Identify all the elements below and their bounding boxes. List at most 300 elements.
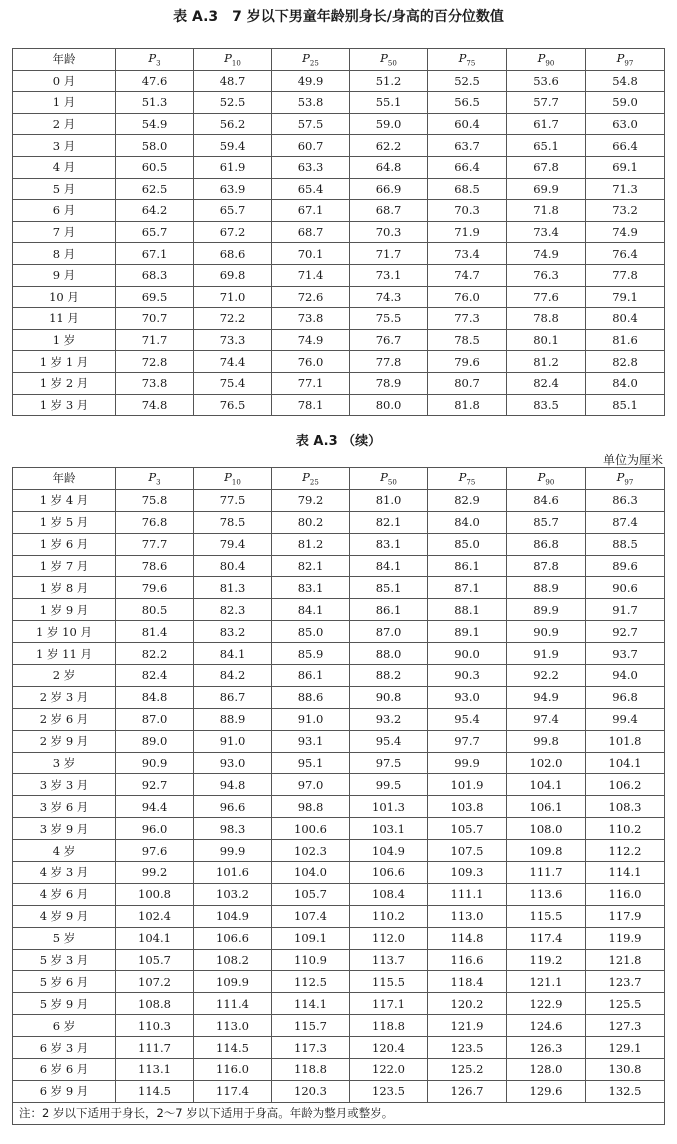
value-cell: 72.6 — [272, 286, 350, 308]
value-cell: 97.7 — [428, 730, 507, 752]
value-cell: 118.8 — [272, 1059, 350, 1081]
value-cell: 86.8 — [507, 533, 586, 555]
value-cell: 87.8 — [507, 555, 586, 577]
value-cell: 80.5 — [116, 599, 194, 621]
age-cell: 1 岁 — [13, 329, 116, 351]
age-cell: 10 月 — [13, 286, 116, 308]
value-cell: 68.5 — [428, 178, 507, 200]
value-cell: 65.1 — [507, 135, 586, 157]
value-cell: 96.0 — [116, 818, 194, 840]
value-cell: 60.4 — [428, 113, 507, 135]
value-cell: 132.5 — [586, 1080, 665, 1102]
value-cell: 83.1 — [350, 533, 428, 555]
table-row — [13, 577, 665, 599]
value-cell: 111.4 — [194, 993, 272, 1015]
value-cell: 78.5 — [194, 511, 272, 533]
value-cell: 73.3 — [194, 329, 272, 351]
header-p75: $P_{75}$ — [428, 49, 507, 71]
value-cell: 68.7 — [350, 200, 428, 222]
value-cell: 117.9 — [586, 905, 665, 927]
value-cell: 108.4 — [350, 883, 428, 905]
value-cell: 86.7 — [194, 686, 272, 708]
value-cell: 112.0 — [350, 927, 428, 949]
value-cell: 74.9 — [272, 329, 350, 351]
table-row — [13, 905, 665, 927]
value-cell: 82.3 — [194, 599, 272, 621]
value-cell: 79.6 — [116, 577, 194, 599]
value-cell: 78.9 — [350, 372, 428, 394]
value-cell: 130.8 — [586, 1059, 665, 1081]
age-cell: 1 岁 10 月 — [13, 621, 116, 643]
value-cell: 90.6 — [586, 577, 665, 599]
value-cell: 107.4 — [272, 905, 350, 927]
value-cell: 81.2 — [272, 533, 350, 555]
table-row — [13, 372, 665, 394]
value-cell: 66.4 — [428, 156, 507, 178]
value-cell: 88.9 — [507, 577, 586, 599]
table-row — [13, 1037, 665, 1059]
value-cell: 69.9 — [507, 178, 586, 200]
value-cell: 64.8 — [350, 156, 428, 178]
value-cell: 52.5 — [428, 70, 507, 92]
age-cell: 2 月 — [13, 113, 116, 135]
header-p25: $P_{25}$ — [272, 468, 350, 490]
age-cell: 6 岁 3 月 — [13, 1037, 116, 1059]
value-cell: 94.8 — [194, 774, 272, 796]
value-cell: 105.7 — [116, 949, 194, 971]
value-cell: 90.8 — [350, 686, 428, 708]
value-cell: 114.8 — [428, 927, 507, 949]
age-cell: 1 岁 1 月 — [13, 351, 116, 373]
value-cell: 99.9 — [194, 840, 272, 862]
value-cell: 123.5 — [428, 1037, 507, 1059]
value-cell: 83.5 — [507, 394, 586, 416]
value-cell: 88.6 — [272, 686, 350, 708]
age-cell: 1 岁 9 月 — [13, 599, 116, 621]
value-cell: 110.3 — [116, 1015, 194, 1037]
age-cell: 11 月 — [13, 308, 116, 330]
age-cell: 1 岁 6 月 — [13, 533, 116, 555]
age-cell: 4 岁 6 月 — [13, 883, 116, 905]
value-cell: 81.4 — [116, 621, 194, 643]
value-cell: 81.0 — [350, 489, 428, 511]
value-cell: 65.4 — [272, 178, 350, 200]
age-cell: 5 岁 6 月 — [13, 971, 116, 993]
value-cell: 117.4 — [194, 1080, 272, 1102]
table-row — [13, 730, 665, 752]
value-cell: 74.9 — [507, 243, 586, 265]
value-cell: 128.0 — [507, 1059, 586, 1081]
value-cell: 88.9 — [194, 708, 272, 730]
value-cell: 84.0 — [428, 511, 507, 533]
value-cell: 73.2 — [586, 200, 665, 222]
value-cell: 80.1 — [507, 329, 586, 351]
value-cell: 78.6 — [116, 555, 194, 577]
value-cell: 104.1 — [586, 752, 665, 774]
value-cell: 100.6 — [272, 818, 350, 840]
value-cell: 68.3 — [116, 264, 194, 286]
value-cell: 85.1 — [586, 394, 665, 416]
value-cell: 55.1 — [350, 92, 428, 114]
value-cell: 65.7 — [194, 200, 272, 222]
age-cell: 1 岁 11 月 — [13, 643, 116, 665]
value-cell: 108.2 — [194, 949, 272, 971]
value-cell: 82.8 — [586, 351, 665, 373]
value-cell: 94.9 — [507, 686, 586, 708]
table-row — [13, 511, 665, 533]
value-cell: 71.7 — [350, 243, 428, 265]
value-cell: 110.2 — [350, 905, 428, 927]
value-cell: 97.4 — [507, 708, 586, 730]
table-row — [13, 686, 665, 708]
header-p90: $P_{90}$ — [507, 49, 586, 71]
table-row — [13, 971, 665, 993]
value-cell: 95.1 — [272, 752, 350, 774]
value-cell: 67.8 — [507, 156, 586, 178]
value-cell: 106.2 — [586, 774, 665, 796]
value-cell: 80.7 — [428, 372, 507, 394]
value-cell: 115.5 — [350, 971, 428, 993]
value-cell: 88.2 — [350, 665, 428, 687]
table-row — [13, 308, 665, 330]
table-row — [13, 221, 665, 243]
value-cell: 86.3 — [586, 489, 665, 511]
value-cell: 80.4 — [194, 555, 272, 577]
value-cell: 57.7 — [507, 92, 586, 114]
value-cell: 67.2 — [194, 221, 272, 243]
value-cell: 124.6 — [507, 1015, 586, 1037]
header-p50: $P_{50}$ — [350, 49, 428, 71]
value-cell: 104.9 — [350, 840, 428, 862]
table-continued-title: 表 A.3 （续） — [295, 434, 382, 449]
age-cell: 9 月 — [13, 264, 116, 286]
age-cell: 1 岁 7 月 — [13, 555, 116, 577]
value-cell: 84.2 — [194, 665, 272, 687]
value-cell: 82.2 — [116, 643, 194, 665]
table-row — [13, 489, 665, 511]
value-cell: 121.1 — [507, 971, 586, 993]
table-row — [13, 1059, 665, 1081]
value-cell: 84.6 — [507, 489, 586, 511]
value-cell: 107.5 — [428, 840, 507, 862]
value-cell: 80.2 — [272, 511, 350, 533]
value-cell: 90.9 — [116, 752, 194, 774]
value-cell: 100.8 — [116, 883, 194, 905]
age-cell: 2 岁 9 月 — [13, 730, 116, 752]
value-cell: 116.6 — [428, 949, 507, 971]
value-cell: 101.3 — [350, 796, 428, 818]
value-cell: 71.3 — [586, 178, 665, 200]
value-cell: 72.2 — [194, 308, 272, 330]
value-cell: 96.8 — [586, 686, 665, 708]
value-cell: 59.0 — [350, 113, 428, 135]
value-cell: 85.0 — [272, 621, 350, 643]
table-row — [13, 113, 665, 135]
value-cell: 74.8 — [116, 394, 194, 416]
table-row — [13, 243, 665, 265]
age-cell: 7 月 — [13, 221, 116, 243]
value-cell: 99.5 — [350, 774, 428, 796]
unit-label: 单位为厘米 — [602, 453, 663, 467]
value-cell: 99.4 — [586, 708, 665, 730]
value-cell: 75.5 — [350, 308, 428, 330]
table-row — [13, 156, 665, 178]
value-cell: 59.0 — [586, 92, 665, 114]
value-cell: 67.1 — [116, 243, 194, 265]
age-cell: 4 岁 9 月 — [13, 905, 116, 927]
table-row — [13, 883, 665, 905]
table-row — [13, 135, 665, 157]
header-p3: $P_3$ — [116, 468, 194, 490]
value-cell: 56.2 — [194, 113, 272, 135]
value-cell: 110.9 — [272, 949, 350, 971]
value-cell: 104.0 — [272, 862, 350, 884]
value-cell: 102.0 — [507, 752, 586, 774]
value-cell: 101.8 — [586, 730, 665, 752]
value-cell: 103.2 — [194, 883, 272, 905]
value-cell: 99.2 — [116, 862, 194, 884]
value-cell: 64.2 — [116, 200, 194, 222]
table-row — [13, 264, 665, 286]
table-row — [13, 643, 665, 665]
value-cell: 61.9 — [194, 156, 272, 178]
value-cell: 74.7 — [428, 264, 507, 286]
value-cell: 115.7 — [272, 1015, 350, 1037]
table-header-row — [13, 468, 665, 490]
value-cell: 91.0 — [194, 730, 272, 752]
age-cell: 2 岁 3 月 — [13, 686, 116, 708]
value-cell: 117.3 — [272, 1037, 350, 1059]
value-cell: 90.0 — [428, 643, 507, 665]
value-cell: 74.4 — [194, 351, 272, 373]
value-cell: 69.1 — [586, 156, 665, 178]
value-cell: 94.4 — [116, 796, 194, 818]
value-cell: 95.4 — [428, 708, 507, 730]
header-p97: $P_{97}$ — [586, 468, 665, 490]
table-row — [13, 774, 665, 796]
value-cell: 99.8 — [507, 730, 586, 752]
table-row — [13, 796, 665, 818]
value-cell: 78.5 — [428, 329, 507, 351]
age-cell: 5 岁 3 月 — [13, 949, 116, 971]
value-cell: 76.3 — [507, 264, 586, 286]
value-cell: 91.7 — [586, 599, 665, 621]
age-cell: 3 岁 9 月 — [13, 818, 116, 840]
age-cell: 0 月 — [13, 70, 116, 92]
age-cell: 5 岁 — [13, 927, 116, 949]
value-cell: 106.6 — [350, 862, 428, 884]
value-cell: 111.7 — [507, 862, 586, 884]
age-cell: 3 岁 3 月 — [13, 774, 116, 796]
value-cell: 82.4 — [116, 665, 194, 687]
value-cell: 104.1 — [507, 774, 586, 796]
table-row — [13, 1015, 665, 1037]
value-cell: 70.3 — [428, 200, 507, 222]
value-cell: 125.5 — [586, 993, 665, 1015]
age-cell: 6 岁 — [13, 1015, 116, 1037]
value-cell: 76.0 — [428, 286, 507, 308]
value-cell: 82.9 — [428, 489, 507, 511]
value-cell: 93.1 — [272, 730, 350, 752]
age-cell: 6 岁 6 月 — [13, 1059, 116, 1081]
value-cell: 72.8 — [116, 351, 194, 373]
value-cell: 60.5 — [116, 156, 194, 178]
value-cell: 71.0 — [194, 286, 272, 308]
value-cell: 111.1 — [428, 883, 507, 905]
value-cell: 82.4 — [507, 372, 586, 394]
table-row — [13, 949, 665, 971]
value-cell: 77.7 — [116, 533, 194, 555]
table-row — [13, 200, 665, 222]
value-cell: 70.3 — [350, 221, 428, 243]
value-cell: 85.9 — [272, 643, 350, 665]
value-cell: 105.7 — [428, 818, 507, 840]
table-row — [13, 178, 665, 200]
value-cell: 65.7 — [116, 221, 194, 243]
value-cell: 123.7 — [586, 971, 665, 993]
value-cell: 118.4 — [428, 971, 507, 993]
value-cell: 91.0 — [272, 708, 350, 730]
value-cell: 79.2 — [272, 489, 350, 511]
value-cell: 89.6 — [586, 555, 665, 577]
value-cell: 86.1 — [272, 665, 350, 687]
value-cell: 77.3 — [428, 308, 507, 330]
value-cell: 90.9 — [507, 621, 586, 643]
value-cell: 73.8 — [272, 308, 350, 330]
value-cell: 49.9 — [272, 70, 350, 92]
value-cell: 107.2 — [116, 971, 194, 993]
value-cell: 80.4 — [586, 308, 665, 330]
value-cell: 94.0 — [586, 665, 665, 687]
age-cell: 6 月 — [13, 200, 116, 222]
value-cell: 113.6 — [507, 883, 586, 905]
table-row — [13, 599, 665, 621]
value-cell: 76.4 — [586, 243, 665, 265]
value-cell: 83.2 — [194, 621, 272, 643]
value-cell: 113.7 — [350, 949, 428, 971]
header-p10: $P_{10}$ — [194, 468, 272, 490]
header-p97: $P_{97}$ — [586, 49, 665, 71]
header-p3: $P_3$ — [116, 49, 194, 71]
value-cell: 93.7 — [586, 643, 665, 665]
value-cell: 81.2 — [507, 351, 586, 373]
value-cell: 90.3 — [428, 665, 507, 687]
value-cell: 66.4 — [586, 135, 665, 157]
age-cell: 3 岁 6 月 — [13, 796, 116, 818]
value-cell: 85.1 — [350, 577, 428, 599]
value-cell: 63.9 — [194, 178, 272, 200]
value-cell: 77.8 — [586, 264, 665, 286]
value-cell: 77.6 — [507, 286, 586, 308]
value-cell: 122.9 — [507, 993, 586, 1015]
value-cell: 109.3 — [428, 862, 507, 884]
value-cell: 81.3 — [194, 577, 272, 599]
value-cell: 95.4 — [350, 730, 428, 752]
value-cell: 116.0 — [194, 1059, 272, 1081]
value-cell: 59.4 — [194, 135, 272, 157]
value-cell: 108.8 — [116, 993, 194, 1015]
header-p90: $P_{90}$ — [507, 468, 586, 490]
age-cell: 6 岁 9 月 — [13, 1080, 116, 1102]
value-cell: 70.1 — [272, 243, 350, 265]
value-cell: 73.4 — [507, 221, 586, 243]
age-cell: 1 岁 5 月 — [13, 511, 116, 533]
age-cell: 1 岁 2 月 — [13, 372, 116, 394]
table-row — [13, 752, 665, 774]
value-cell: 82.1 — [272, 555, 350, 577]
value-cell: 117.4 — [507, 927, 586, 949]
age-cell: 5 岁 9 月 — [13, 993, 116, 1015]
table-row — [13, 533, 665, 555]
value-cell: 75.8 — [116, 489, 194, 511]
age-cell: 3 岁 — [13, 752, 116, 774]
table-title: 表 A.3 7 岁以下男童年龄别身长/身高的百分位数值 — [173, 9, 504, 25]
table-row — [13, 621, 665, 643]
table-row — [13, 708, 665, 730]
header-p10: $P_{10}$ — [194, 49, 272, 71]
height-percentile-table-part2 — [12, 467, 665, 1125]
value-cell: 98.3 — [194, 818, 272, 840]
value-cell: 76.5 — [194, 394, 272, 416]
table-row — [13, 70, 665, 92]
value-cell: 84.8 — [116, 686, 194, 708]
value-cell: 80.0 — [350, 394, 428, 416]
value-cell: 53.6 — [507, 70, 586, 92]
value-cell: 91.9 — [507, 643, 586, 665]
table-row — [13, 329, 665, 351]
value-cell: 71.4 — [272, 264, 350, 286]
value-cell: 62.2 — [350, 135, 428, 157]
header-age: 年龄 — [13, 468, 116, 490]
value-cell: 93.0 — [428, 686, 507, 708]
value-cell: 87.0 — [350, 621, 428, 643]
value-cell: 127.3 — [586, 1015, 665, 1037]
value-cell: 105.7 — [272, 883, 350, 905]
table-row — [13, 818, 665, 840]
value-cell: 96.6 — [194, 796, 272, 818]
table-row — [13, 92, 665, 114]
age-cell: 2 岁 6 月 — [13, 708, 116, 730]
value-cell: 112.2 — [586, 840, 665, 862]
value-cell: 92.7 — [586, 621, 665, 643]
value-cell: 118.8 — [350, 1015, 428, 1037]
value-cell: 129.1 — [586, 1037, 665, 1059]
value-cell: 81.8 — [428, 394, 507, 416]
value-cell: 92.2 — [507, 665, 586, 687]
value-cell: 61.7 — [507, 113, 586, 135]
value-cell: 108.0 — [507, 818, 586, 840]
value-cell: 108.3 — [586, 796, 665, 818]
age-cell: 1 岁 4 月 — [13, 489, 116, 511]
table-row — [13, 394, 665, 416]
value-cell: 113.0 — [428, 905, 507, 927]
value-cell: 75.4 — [194, 372, 272, 394]
value-cell: 98.8 — [272, 796, 350, 818]
value-cell: 66.9 — [350, 178, 428, 200]
value-cell: 68.6 — [194, 243, 272, 265]
value-cell: 51.2 — [350, 70, 428, 92]
value-cell: 87.1 — [428, 577, 507, 599]
table-note: 注：2 岁以下适用于身长，2～7 岁以下适用于身高。年龄为整月或整岁。 — [13, 1102, 665, 1124]
value-cell: 84.1 — [272, 599, 350, 621]
age-cell: 1 岁 8 月 — [13, 577, 116, 599]
value-cell: 73.1 — [350, 264, 428, 286]
value-cell: 54.8 — [586, 70, 665, 92]
value-cell: 76.0 — [272, 351, 350, 373]
value-cell: 93.0 — [194, 752, 272, 774]
table-header-row — [13, 49, 665, 71]
value-cell: 114.1 — [272, 993, 350, 1015]
